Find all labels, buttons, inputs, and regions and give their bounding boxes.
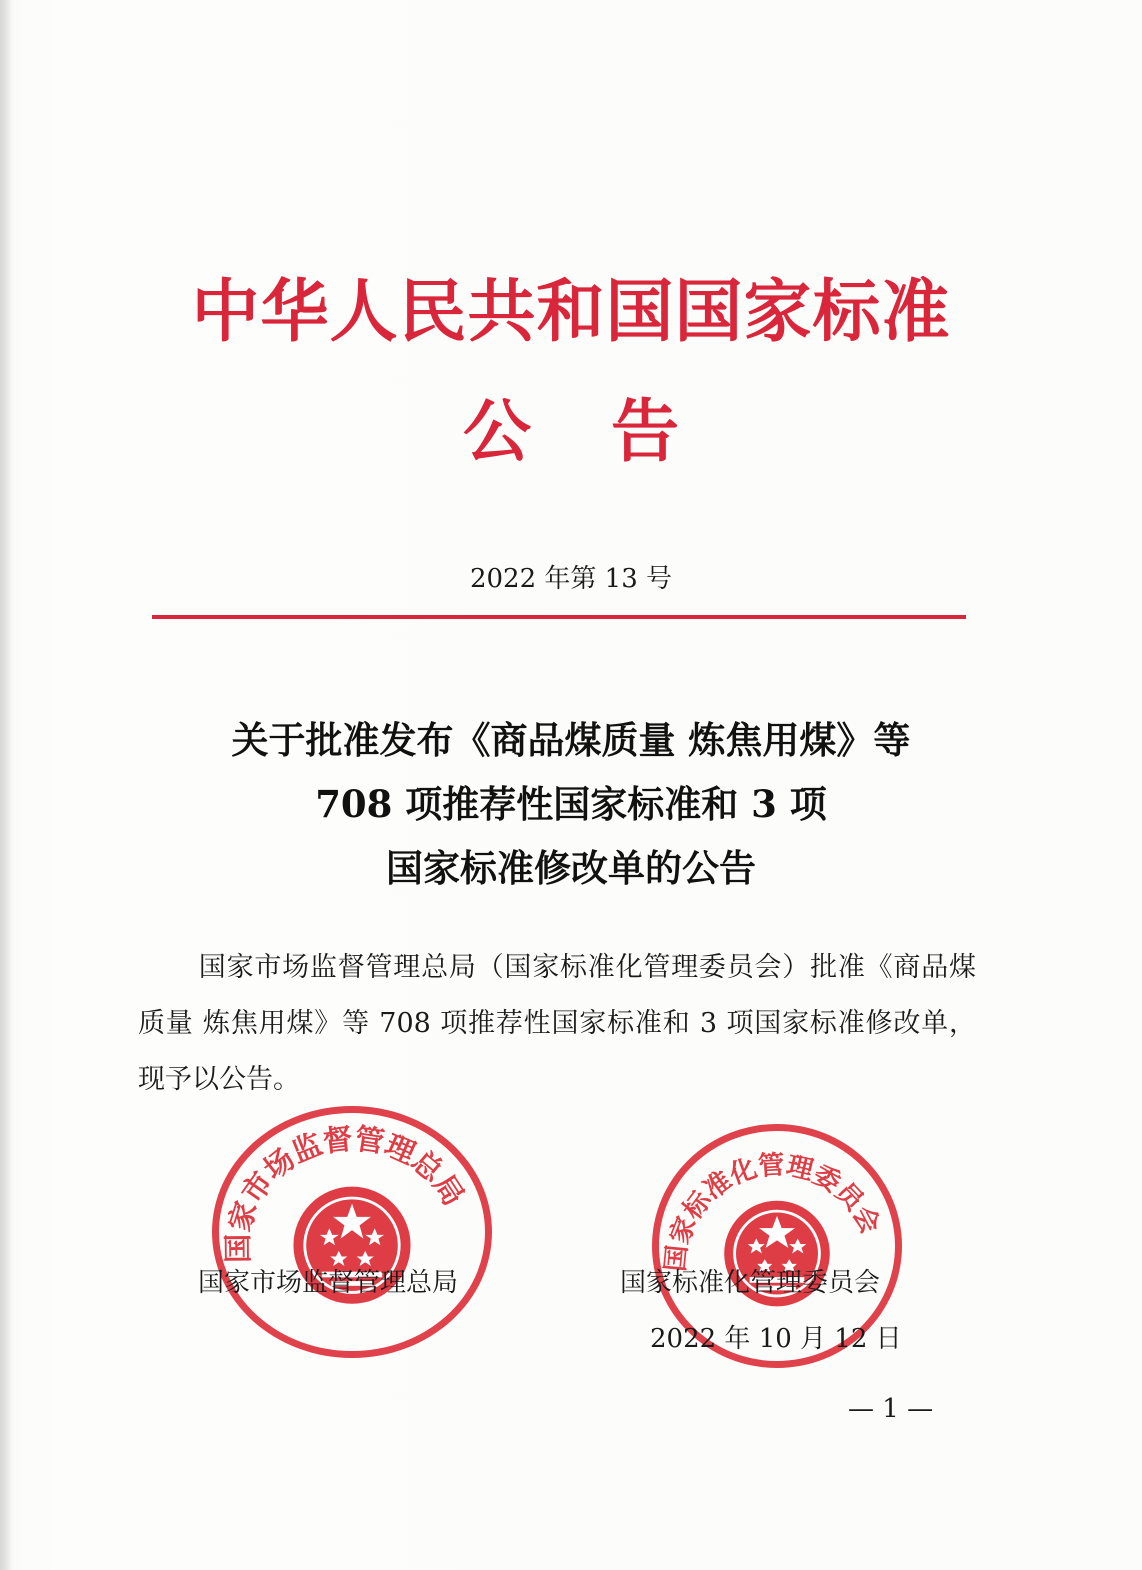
seal-right-arc-text: 国家标准化管理委员会 <box>660 1150 885 1273</box>
body-paragraph <box>138 940 976 1108</box>
signature-left: 国家市场监督管理总局 <box>198 1268 459 1298</box>
red-divider-line <box>152 615 966 619</box>
headline-line-3: 国家标准修改单的公告 <box>386 846 756 890</box>
document-number: 2022 年第 13 号 <box>469 564 673 594</box>
masthead-title: 中华人民共和国国家标准 <box>191 272 951 352</box>
signature-date: 2022 年 10 月 12 日 <box>650 1324 902 1354</box>
masthead-subtitle: 公告 <box>462 392 759 472</box>
body-paragraph-text: 国家市场监督管理总局（国家标准化管理委员会）批准《商品煤质量 炼焦用煤》等 708 项推荐性国家标准和 3 项国家标准修改单，现予以公告。 <box>138 952 976 1095</box>
headline-line-2: 708 项推荐性国家标准和 3 项 <box>315 782 827 826</box>
seal-left-arc-text: 国家市场监督管理总局 <box>220 1121 471 1264</box>
headline-line-1: 关于批准发布《商品煤质量 炼焦用煤》等 <box>231 718 911 762</box>
page-number: — 1 — <box>848 1394 934 1424</box>
announcement-headline <box>120 708 1022 900</box>
seal-left-emblem-icon <box>219 1113 485 1351</box>
signature-right: 国家标准化管理委员会 <box>620 1268 881 1298</box>
seal-market-regulation <box>212 1106 492 1358</box>
page-edge-shadow <box>0 0 12 1570</box>
